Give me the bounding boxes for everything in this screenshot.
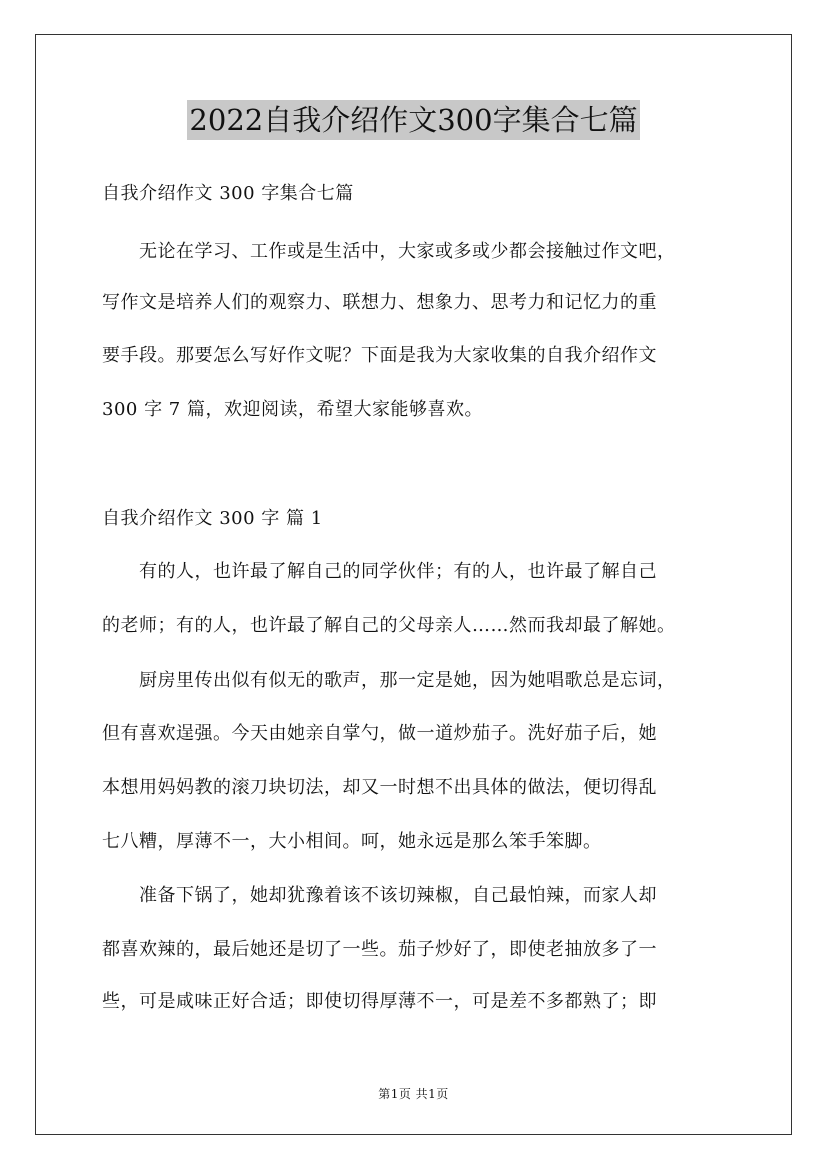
text-line: 但有喜欢逞强。今天由她亲自掌勺，做一道炒茄子。洗好茄子后，她 <box>102 723 657 744</box>
text-line: 本想用妈妈教的滚刀块切法，却又一时想不出具体的做法，便切得乱 <box>102 777 657 798</box>
text-line: 无论在学习、工作或是生活中，大家或多或少都会接触过作文吧， <box>102 241 676 262</box>
text-line: 300 字 7 篇，欢迎阅读，希望大家能够喜欢。 <box>102 399 483 420</box>
text-line: 自我介绍作文 300 字集合七篇 <box>102 183 354 204</box>
text-line: 厨房里传出似有似无的歌声，那一定是她，因为她唱歌总是忘词， <box>102 670 676 691</box>
title-wrap <box>0 100 827 140</box>
page-footer: 第1页 共1页 <box>378 1087 449 1101</box>
text-line: 自我介绍作文 300 字 篇 1 <box>102 508 323 529</box>
text-line: 都喜欢辣的，最后她还是切了一些。茄子炒好了，即使老抽放多了一 <box>102 939 657 960</box>
text-line: 要手段。那要怎么写好作文呢？下面是我为大家收集的自我介绍作文 <box>102 345 657 366</box>
document-title: 2022自我介绍作文300字集合七篇 <box>187 100 639 140</box>
text-line: 有的人，也许最了解自己的同学伙伴；有的人，也许最了解自己 <box>102 561 657 582</box>
text-line: 些，可是咸味正好合适；即使切得厚薄不一，可是差不多都熟了；即 <box>102 991 657 1012</box>
text-line: 写作文是培养人们的观察力、联想力、想象力、思考力和记忆力的重 <box>102 292 657 313</box>
text-line: 准备下锅了，她却犹豫着该不该切辣椒，自己最怕辣，而家人却 <box>102 885 657 906</box>
text-line: 七八糟，厚薄不一，大小相间。呵，她永远是那么笨手笨脚。 <box>102 831 602 852</box>
text-line: 的老师；有的人，也许最了解自己的父母亲人……然而我却最了解她。 <box>102 615 676 636</box>
